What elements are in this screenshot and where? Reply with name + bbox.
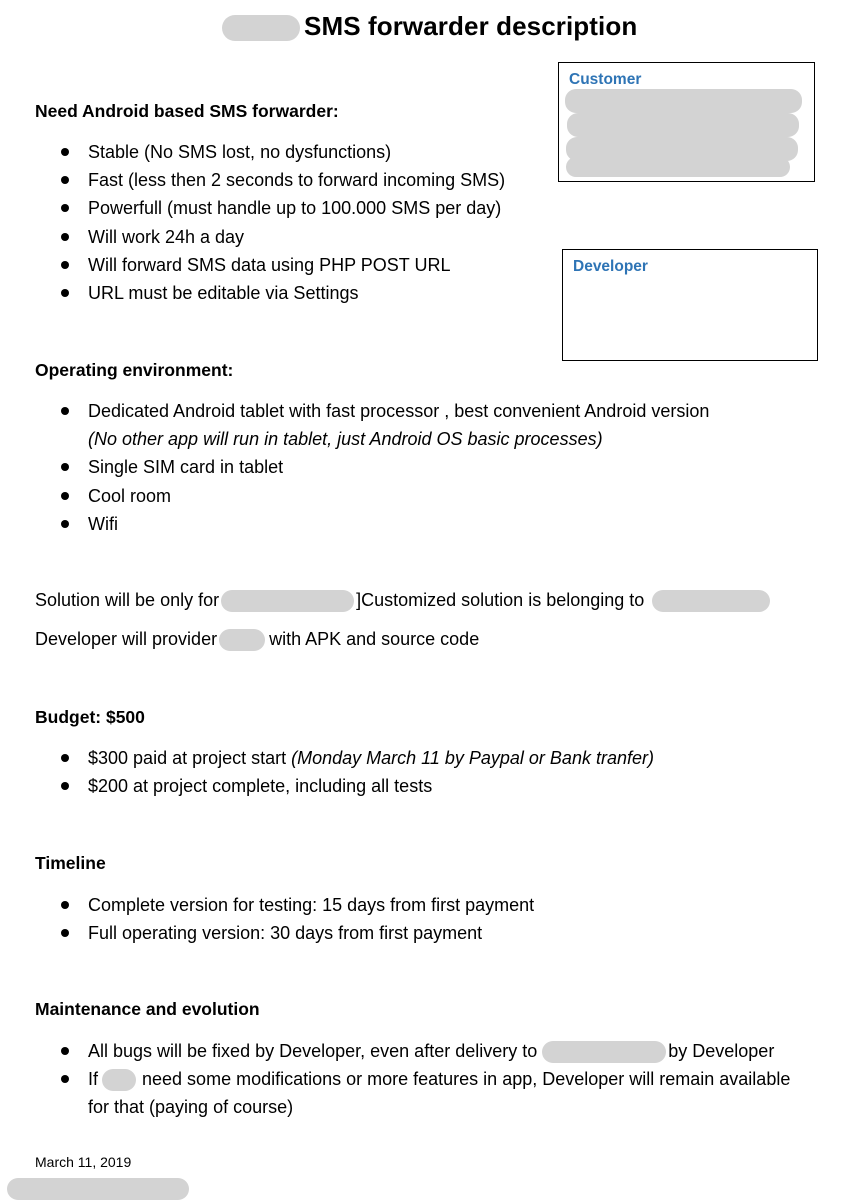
redacted-customer-line xyxy=(565,89,802,113)
redacted-name xyxy=(102,1069,136,1091)
list-item: Powerfull (must handle up to 100.000 SMS per day) xyxy=(60,194,505,222)
maintenance-item-text: need some modifications or more features in app, Developer will remain available xyxy=(142,1069,791,1090)
maintenance-item-text: by Developer xyxy=(668,1041,775,1061)
developer-box xyxy=(562,249,818,361)
list-item: $200 at project complete, including all tests xyxy=(60,772,654,800)
list-item xyxy=(60,1037,790,1065)
customer-box xyxy=(558,62,815,182)
list-item: Fast (less then 2 seconds to forward incoming SMS) xyxy=(60,166,505,194)
maintenance-heading: Maintenance and evolution xyxy=(35,999,260,1019)
requirements-list xyxy=(60,138,505,307)
list-item: Will work 24h a day xyxy=(60,223,505,251)
list-item: Cool room xyxy=(60,482,709,510)
list-item xyxy=(60,744,654,772)
ownership-line-1 xyxy=(35,590,770,612)
redacted-customer-line xyxy=(566,157,790,177)
list-item: Single SIM card in tablet xyxy=(60,453,709,481)
developer-box-label: Developer xyxy=(573,258,648,275)
redacted-name xyxy=(542,1041,666,1063)
document-title: SMS forwarder description xyxy=(304,11,638,41)
redacted-name xyxy=(221,590,354,612)
list-item: Full operating version: 30 days from first payment xyxy=(60,919,534,947)
budget-item-note: (Monday March 11 by Paypal or Bank tranfer) xyxy=(291,748,654,768)
redacted-name xyxy=(222,15,300,41)
list-item: Wifi xyxy=(60,510,709,538)
budget-heading: Budget: $500 xyxy=(35,707,145,727)
maintenance-item-text: If xyxy=(88,1069,99,1090)
timeline-list xyxy=(60,891,534,947)
environment-list xyxy=(60,397,709,538)
redacted-name xyxy=(652,590,770,612)
list-item: Dedicated Android tablet with fast processor , best convenient Android version xyxy=(60,397,709,425)
list-item: Stable (No SMS lost, no dysfunctions) xyxy=(60,138,505,166)
ownership-text: ]Customized solution is belonging to xyxy=(356,590,645,610)
timeline-heading: Timeline xyxy=(35,853,106,873)
requirements-heading: Need Android based SMS forwarder: xyxy=(35,101,339,121)
list-item: URL must be editable via Settings xyxy=(60,279,505,307)
ownership-line-2 xyxy=(35,629,479,651)
ownership-text: with APK and source code xyxy=(269,629,480,649)
redacted-customer-line xyxy=(567,113,799,137)
budget-item-text: $300 paid at project start xyxy=(88,748,287,768)
customer-box-label: Customer xyxy=(569,71,642,88)
redacted-name xyxy=(219,629,265,651)
budget-list xyxy=(60,744,654,800)
maintenance-item-text: All bugs will be fixed by Developer, even after delivery to xyxy=(88,1041,538,1061)
list-item: Complete version for testing: 15 days from first payment xyxy=(60,891,534,919)
document-date: March 11, 2019 xyxy=(35,1154,132,1170)
list-item-continuation: for that (paying of course) xyxy=(88,1097,294,1118)
redacted-signature xyxy=(7,1178,189,1200)
ownership-text: Developer will provider xyxy=(35,629,218,649)
environment-heading: Operating environment: xyxy=(35,360,234,380)
list-item-note: (No other app will run in tablet, just Android OS basic processes) xyxy=(88,429,603,450)
maintenance-list xyxy=(60,1037,790,1122)
list-item: Will forward SMS data using PHP POST URL xyxy=(60,251,505,279)
list-item xyxy=(60,1065,790,1093)
ownership-text: Solution will be only for xyxy=(35,590,220,610)
